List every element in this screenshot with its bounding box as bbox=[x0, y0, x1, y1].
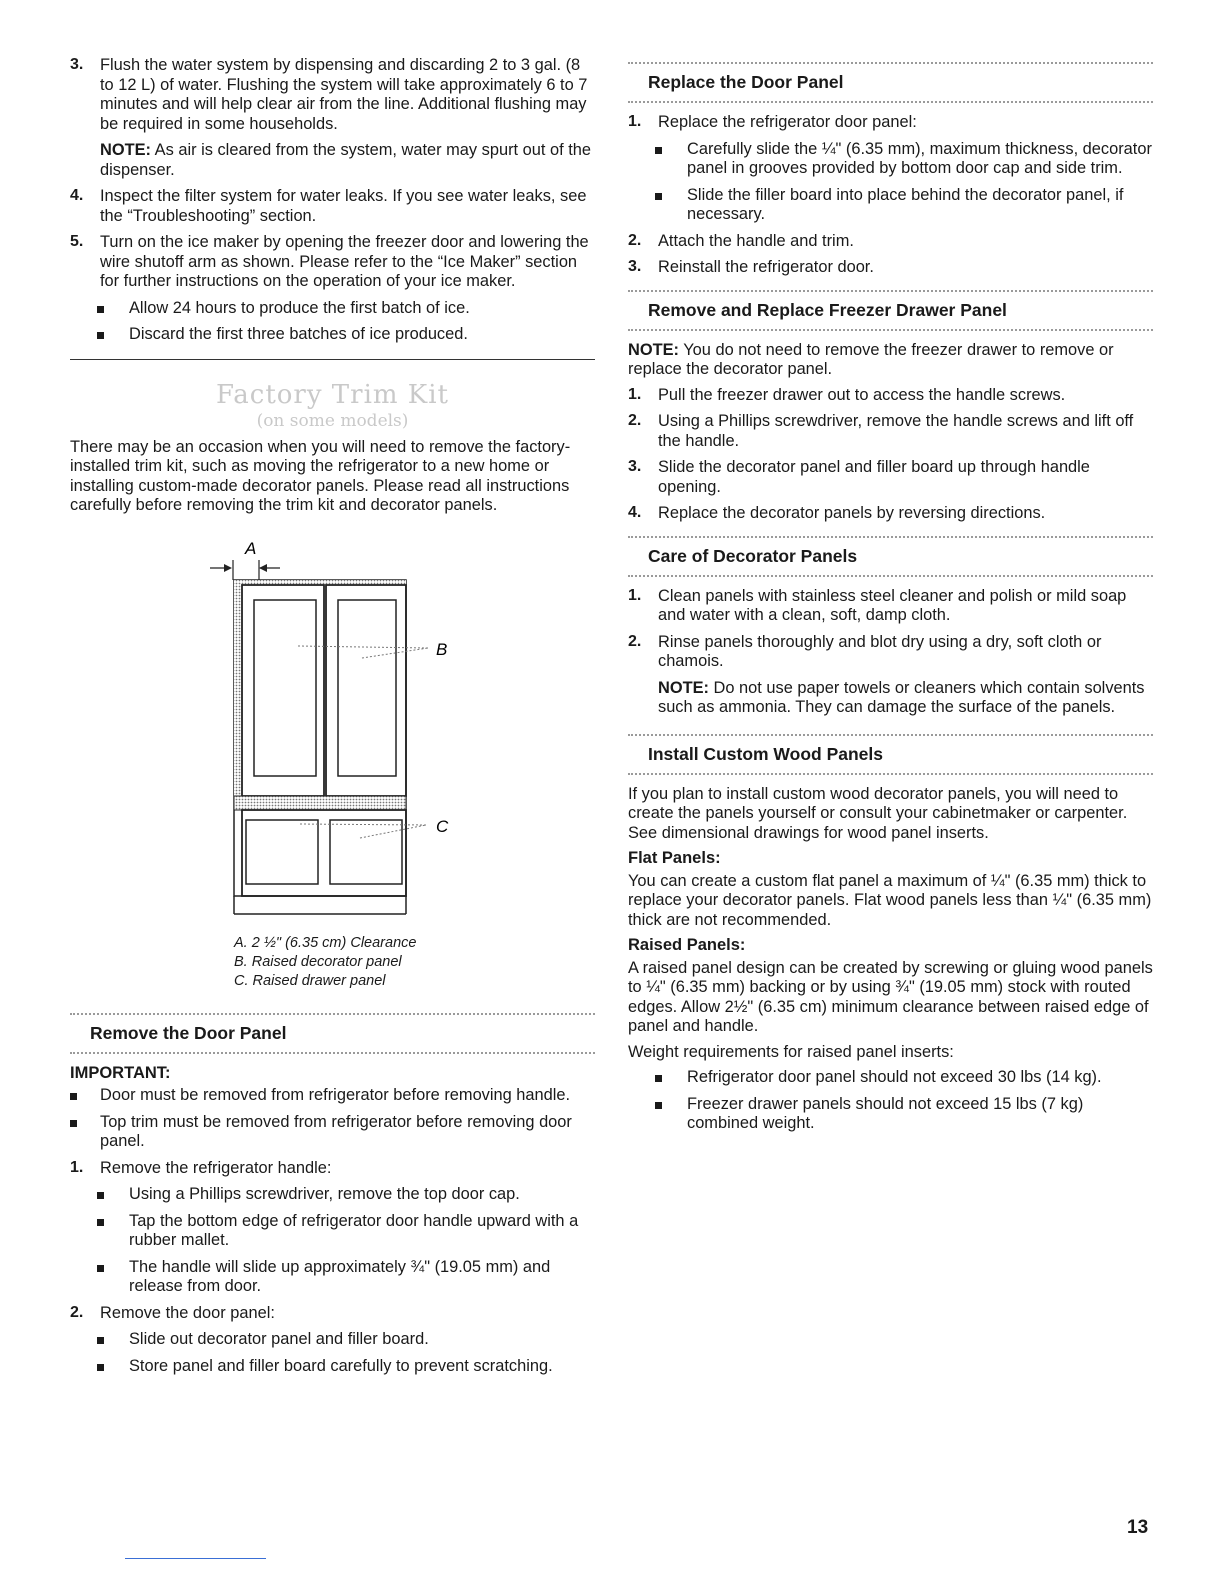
section-title: Factory Trim Kit bbox=[215, 379, 449, 410]
bullet-icon bbox=[97, 306, 104, 313]
step-4 bbox=[70, 187, 595, 226]
bullet-icon bbox=[97, 332, 104, 339]
step-1 bbox=[70, 1159, 595, 1179]
page-number: 13 bbox=[1127, 1517, 1149, 1538]
step-text: Remove the door panel: bbox=[100, 1303, 275, 1322]
bullet-icon bbox=[97, 1364, 104, 1371]
step-text: Using a Phillips screwdriver, remove the handle screws and lift off the handle. bbox=[658, 412, 1134, 450]
arrow-head bbox=[259, 564, 267, 572]
bullet-text: Store panel and filler board carefully to prevent scratching. bbox=[129, 1356, 553, 1375]
step-number: 3. bbox=[628, 258, 642, 275]
bullet-icon bbox=[70, 1093, 77, 1100]
caption-b: B. Raised decorator panel bbox=[234, 953, 402, 970]
step-number: 4. bbox=[70, 187, 84, 204]
step-1 bbox=[628, 113, 1153, 133]
section-subtitle: (on some models) bbox=[256, 410, 409, 431]
step-2 bbox=[628, 232, 1153, 252]
list-item bbox=[70, 1330, 595, 1350]
bullet-text: Allow 24 hours to produce the first batch of ice. bbox=[129, 298, 470, 317]
step-number: 3. bbox=[70, 56, 84, 73]
note-text: Do not use paper towels or cleaners which contain solvents such as ammonia. They can damage the surface of the panels. bbox=[658, 678, 1145, 716]
bullet-text: Top trim must be removed from refrigerator before removing door panel. bbox=[100, 1112, 572, 1150]
wood-intro: If you plan to install custom wood decorator panels, you will need to create the panels yourself or consult your cabinetmaker or carpenter. See dimensional drawings for wood panel inserts. bbox=[628, 784, 1128, 842]
step-2 bbox=[628, 633, 1153, 672]
step-text: Flush the water system by dispensing and discarding 2 to 3 gal. (8 to 12 L) of water. Flushing the system will take approximately 6 to 7 minutes and will help clear air from the line. Additional flushing may be required in some households. bbox=[100, 56, 588, 133]
step-text: Reinstall the refrigerator door. bbox=[658, 258, 874, 276]
refrigerator-diagram bbox=[70, 522, 595, 942]
section-heading: Remove and Replace Freezer Drawer Panel bbox=[628, 290, 1153, 331]
list-item bbox=[628, 186, 1153, 225]
trim-intro: There may be an occasion when you will need to remove the factory-installed trim kit, such as moving the refrigerator to a new home or installing custom-made decorator panels. Please read all instructions carefully before removing the trim kit and decorator panels. bbox=[70, 437, 571, 514]
step-number: 2. bbox=[628, 412, 642, 429]
bullet-text: Tap the bottom edge of refrigerator door handle upward with a rubber mallet. bbox=[129, 1211, 579, 1249]
left-column bbox=[70, 56, 595, 1383]
step-text: Replace the refrigerator door panel: bbox=[658, 113, 917, 131]
step-number: 4. bbox=[628, 504, 642, 521]
step-text: Inspect the filter system for water leaks. If you see water leaks, see the “Troubleshooting” section. bbox=[100, 187, 587, 225]
note-care bbox=[628, 679, 1153, 718]
section-divider bbox=[70, 359, 595, 360]
bullet-text: Slide the filler board into place behind the decorator panel, if necessary. bbox=[687, 185, 1124, 223]
bullet-icon bbox=[97, 1337, 104, 1344]
note-air bbox=[70, 141, 595, 180]
step-5 bbox=[70, 233, 595, 292]
step-text: Turn on the ice maker by opening the freezer door and lowering the wire shutoff arm as shown. Please refer to the “Ice Maker” section for further instructions on the operation of your ice maker. bbox=[100, 233, 589, 290]
bullet-text: The handle will slide up approximately ¾" (19.05 mm) and release from door. bbox=[129, 1257, 551, 1295]
bullet-icon bbox=[97, 1219, 104, 1226]
step-3 bbox=[70, 56, 595, 134]
list-item bbox=[70, 1086, 595, 1106]
caption-a: A. 2 ½" (6.35 cm) Clearance bbox=[234, 934, 417, 951]
bullet-text: Freezer drawer panels should not exceed 15 lbs (7 kg) combined weight. bbox=[687, 1094, 1084, 1132]
step-text: Clean panels with stainless steel cleaner and polish or mild soap and water with a clean, soft, damp cloth. bbox=[658, 586, 1127, 624]
step-number: 2. bbox=[628, 231, 642, 249]
caption-c: C. Raised drawer panel bbox=[234, 972, 386, 989]
raised-panels-text: A raised panel design can be created by screwing or gluing wood panels to ¼" (6.35 mm) backing or by using ¾" (19.05 mm) stock with routed edges. Allow 2½" (6.35 cm) minimum clearance between raised edge of panel and handle. bbox=[628, 958, 1153, 1035]
step-number: 1. bbox=[628, 113, 642, 130]
list-item bbox=[70, 1113, 595, 1152]
step-3 bbox=[628, 258, 1153, 278]
step-text: Slide the decorator panel and filler board up through handle opening. bbox=[658, 458, 1090, 496]
note-label: NOTE: bbox=[658, 678, 709, 697]
list-item bbox=[70, 1357, 595, 1377]
bullet-icon bbox=[655, 1075, 662, 1082]
step-number: 1. bbox=[70, 1158, 84, 1176]
list-item bbox=[70, 325, 595, 345]
footer-rule bbox=[125, 1558, 266, 1559]
step-1 bbox=[628, 587, 1153, 626]
label-c: C bbox=[436, 816, 449, 836]
step-number: 2. bbox=[628, 632, 642, 650]
bullet-icon bbox=[70, 1120, 77, 1127]
step-text: Remove the refrigerator handle: bbox=[100, 1158, 332, 1177]
note-label: NOTE: bbox=[100, 141, 151, 159]
section-heading: Care of Decorator Panels bbox=[628, 536, 1153, 577]
step-text: Pull the freezer drawer out to access the handle screws. bbox=[658, 385, 1066, 404]
step-text: Attach the handle and trim. bbox=[658, 231, 854, 250]
bullet-icon bbox=[97, 1192, 104, 1199]
note-text: You do not need to remove the freezer drawer to remove or replace the decorator panel. bbox=[628, 340, 1114, 378]
refrigerator-illustration bbox=[70, 522, 595, 942]
step-3 bbox=[628, 458, 1153, 497]
step-number: 1. bbox=[628, 586, 642, 604]
step-number: 3. bbox=[628, 458, 642, 475]
label-b: B bbox=[436, 639, 448, 659]
bullet-text: Discard the first three batches of ice produced. bbox=[129, 325, 468, 343]
bullet-text: Refrigerator door panel should not exceed 30 lbs (14 kg). bbox=[687, 1068, 1102, 1086]
diagram-captions bbox=[70, 934, 595, 991]
step-number: 5. bbox=[70, 233, 84, 250]
step-2 bbox=[70, 1304, 595, 1324]
list-item bbox=[70, 1212, 595, 1251]
section-heading: Remove the Door Panel bbox=[70, 1013, 595, 1054]
step-number: 2. bbox=[70, 1303, 84, 1321]
step-number: 1. bbox=[628, 385, 642, 403]
raised-panels-title: Raised Panels: bbox=[628, 936, 746, 954]
label-a: A bbox=[245, 538, 257, 558]
step-4 bbox=[628, 504, 1153, 524]
bullet-text: Using a Phillips screwdriver, remove the top door cap. bbox=[129, 1185, 520, 1203]
bullet-icon bbox=[655, 1102, 662, 1109]
right-column bbox=[628, 56, 1153, 1141]
bullet-text: Slide out decorator panel and filler board. bbox=[129, 1330, 429, 1348]
flat-panels-title: Flat Panels: bbox=[628, 849, 721, 867]
note-freezer bbox=[628, 341, 1153, 380]
important-label: IMPORTANT: bbox=[70, 1063, 171, 1082]
flat-panels-text: You can create a custom flat panel a maximum of ¼" (6.35 mm) thick to replace your decorator panels. Flat wood panels less than ¼" (6.35 mm) thick are not recommended. bbox=[628, 871, 1152, 929]
list-item bbox=[70, 299, 595, 319]
list-item bbox=[628, 1068, 1153, 1088]
list-item bbox=[70, 1185, 595, 1205]
side-trim bbox=[234, 580, 242, 796]
list-item bbox=[628, 140, 1153, 179]
freezer-trim bbox=[234, 796, 406, 810]
section-heading: Install Custom Wood Panels bbox=[628, 734, 1153, 775]
fridge-outline bbox=[234, 580, 406, 896]
bullet-text: Carefully slide the ¼" (6.35 mm), maximum thickness, decorator panel in grooves provided by bottom door cap and side trim. bbox=[687, 139, 1152, 177]
list-item bbox=[70, 1258, 595, 1297]
bullet-text: Door must be removed from refrigerator before removing handle. bbox=[100, 1086, 571, 1104]
step-2 bbox=[628, 412, 1153, 451]
step-text: Replace the decorator panels by reversing directions. bbox=[658, 504, 1046, 522]
step-text: Rinse panels thoroughly and blot dry using a dry, soft cloth or chamois. bbox=[658, 632, 1102, 670]
step-1 bbox=[628, 386, 1153, 406]
bullet-icon bbox=[655, 193, 662, 200]
bullet-icon bbox=[97, 1265, 104, 1272]
arrow-head bbox=[224, 564, 232, 572]
bullet-icon bbox=[655, 147, 662, 154]
note-label: NOTE: bbox=[628, 340, 679, 359]
weight-intro: Weight requirements for raised panel inserts: bbox=[628, 1042, 954, 1061]
list-item bbox=[628, 1095, 1153, 1134]
section-heading: Replace the Door Panel bbox=[628, 62, 1153, 103]
note-text: As air is cleared from the system, water may spurt out of the dispenser. bbox=[100, 141, 591, 179]
